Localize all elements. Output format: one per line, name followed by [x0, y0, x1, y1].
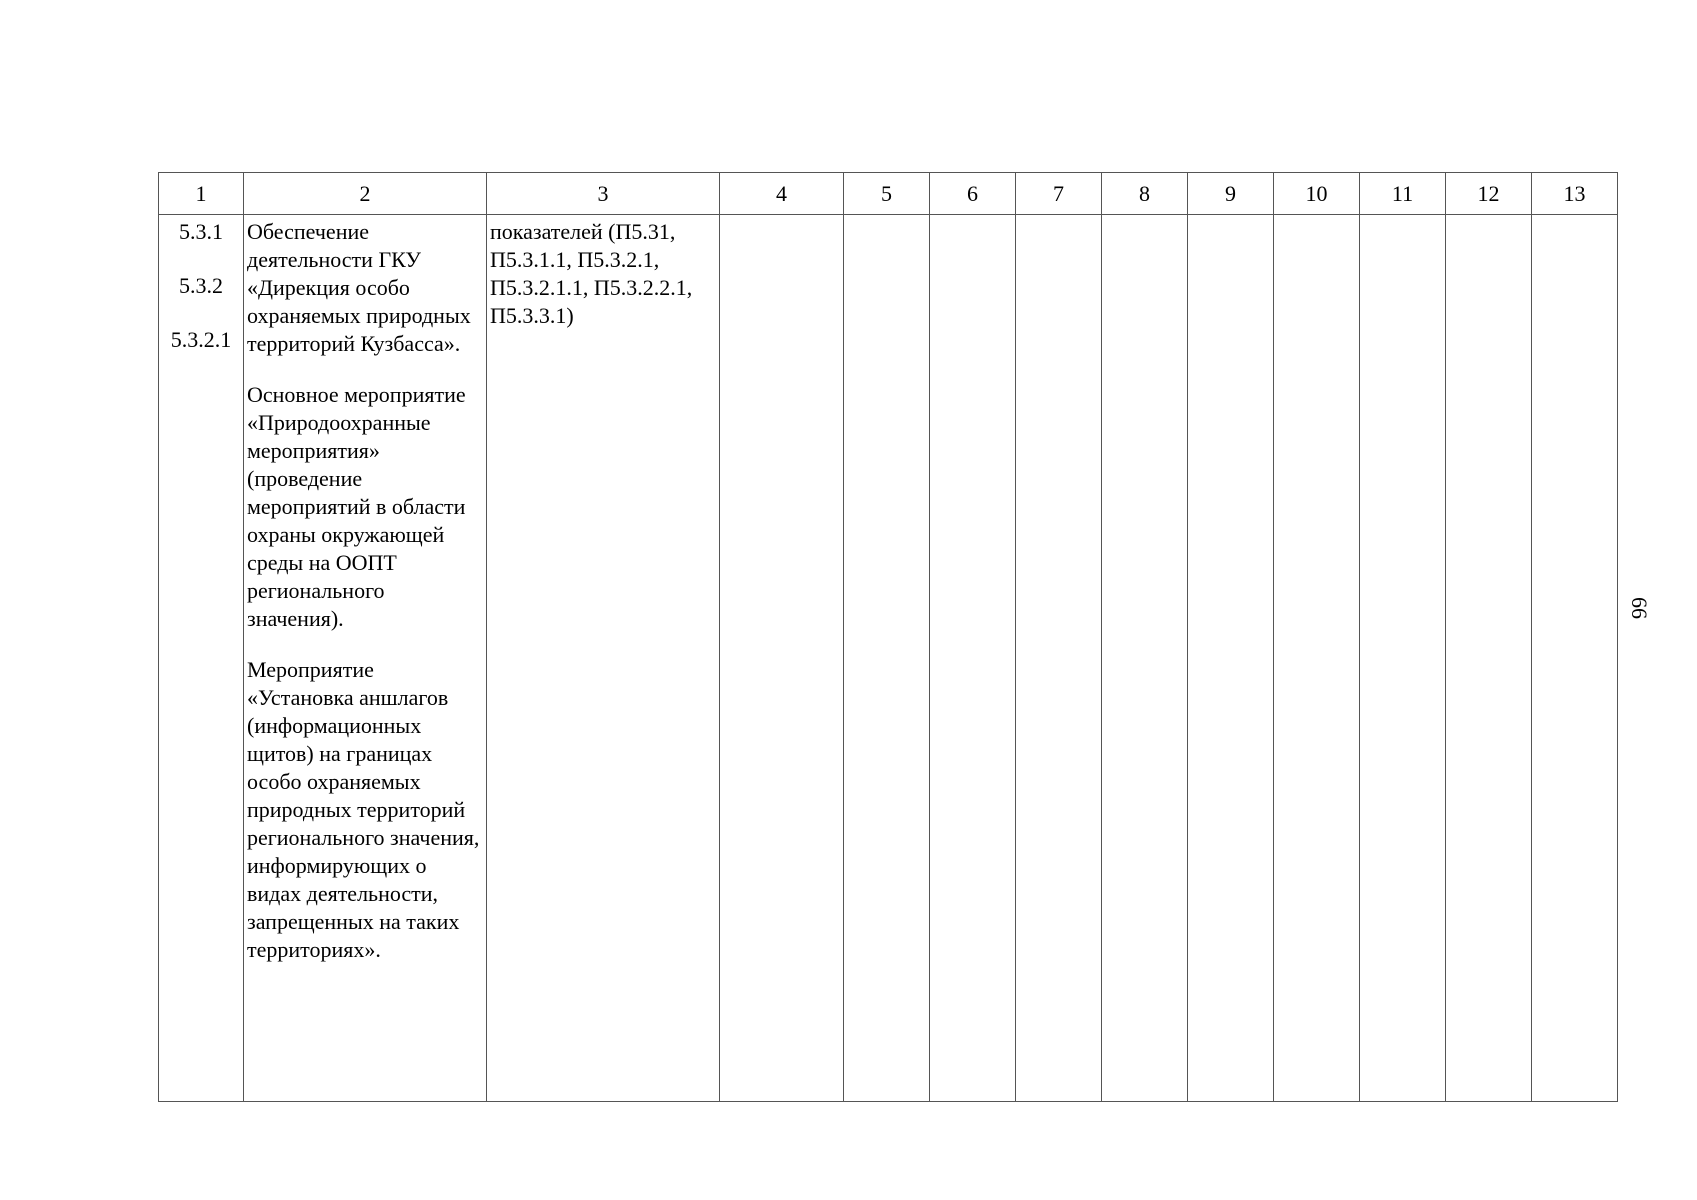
item-number: 5.3.2.1 — [170, 327, 232, 352]
empty-cell — [1446, 215, 1532, 1102]
empty-cell — [1102, 215, 1188, 1102]
col-header-13: 13 — [1532, 173, 1618, 215]
item-name-cell — [244, 215, 487, 1102]
col-header-4: 4 — [720, 173, 844, 215]
header-row — [159, 173, 1618, 215]
empty-cell — [930, 215, 1016, 1102]
indicators-text: показателей (П5.31, П5.3.1.1, П5.3.2.1, П5.3.2.1.1, П5.3.2.2.1, П5.3.3.1) — [490, 219, 693, 328]
col-header-7: 7 — [1016, 173, 1102, 215]
col-header-11: 11 — [1360, 173, 1446, 215]
empty-cell — [1360, 215, 1446, 1102]
col-header-10: 10 — [1274, 173, 1360, 215]
col-header-9: 9 — [1188, 173, 1274, 215]
empty-cell — [1274, 215, 1360, 1102]
col-header-3: 3 — [487, 173, 720, 215]
col-header-8: 8 — [1102, 173, 1188, 215]
col-header-5: 5 — [844, 173, 930, 215]
item-name: Обеспечение деятельности ГКУ «Дирекция особо охраняемых природных территорий Кузбасса». — [247, 219, 471, 356]
col-header-1: 1 — [159, 173, 244, 215]
col-header-12: 12 — [1446, 173, 1532, 215]
empty-cell — [844, 215, 930, 1102]
item-name: Мероприятие «Установка аншлагов (информационных щитов) на границах особо охраняемых природных территорий регионального значения, информирующих о видах деятельности, запрещенных на таких территориях». — [247, 657, 480, 962]
item-number: 5.3.2 — [179, 273, 223, 298]
empty-cell — [1016, 215, 1102, 1102]
item-number: 5.3.1 — [179, 219, 223, 244]
empty-cell — [1532, 215, 1618, 1102]
table-row — [159, 215, 1618, 1102]
indicators-cell — [487, 215, 720, 1102]
page-number: 66 — [1627, 597, 1652, 619]
empty-cell — [720, 215, 844, 1102]
col-header-2: 2 — [244, 173, 487, 215]
item-name: Основное мероприятие «Природоохранные мероприятия» (проведение мероприятий в области охраны окружающей среды на ООПТ регионального значения). — [247, 382, 466, 631]
program-table — [158, 172, 1618, 1102]
empty-cell — [1188, 215, 1274, 1102]
col-header-6: 6 — [930, 173, 1016, 215]
item-number-cell — [159, 215, 244, 1102]
